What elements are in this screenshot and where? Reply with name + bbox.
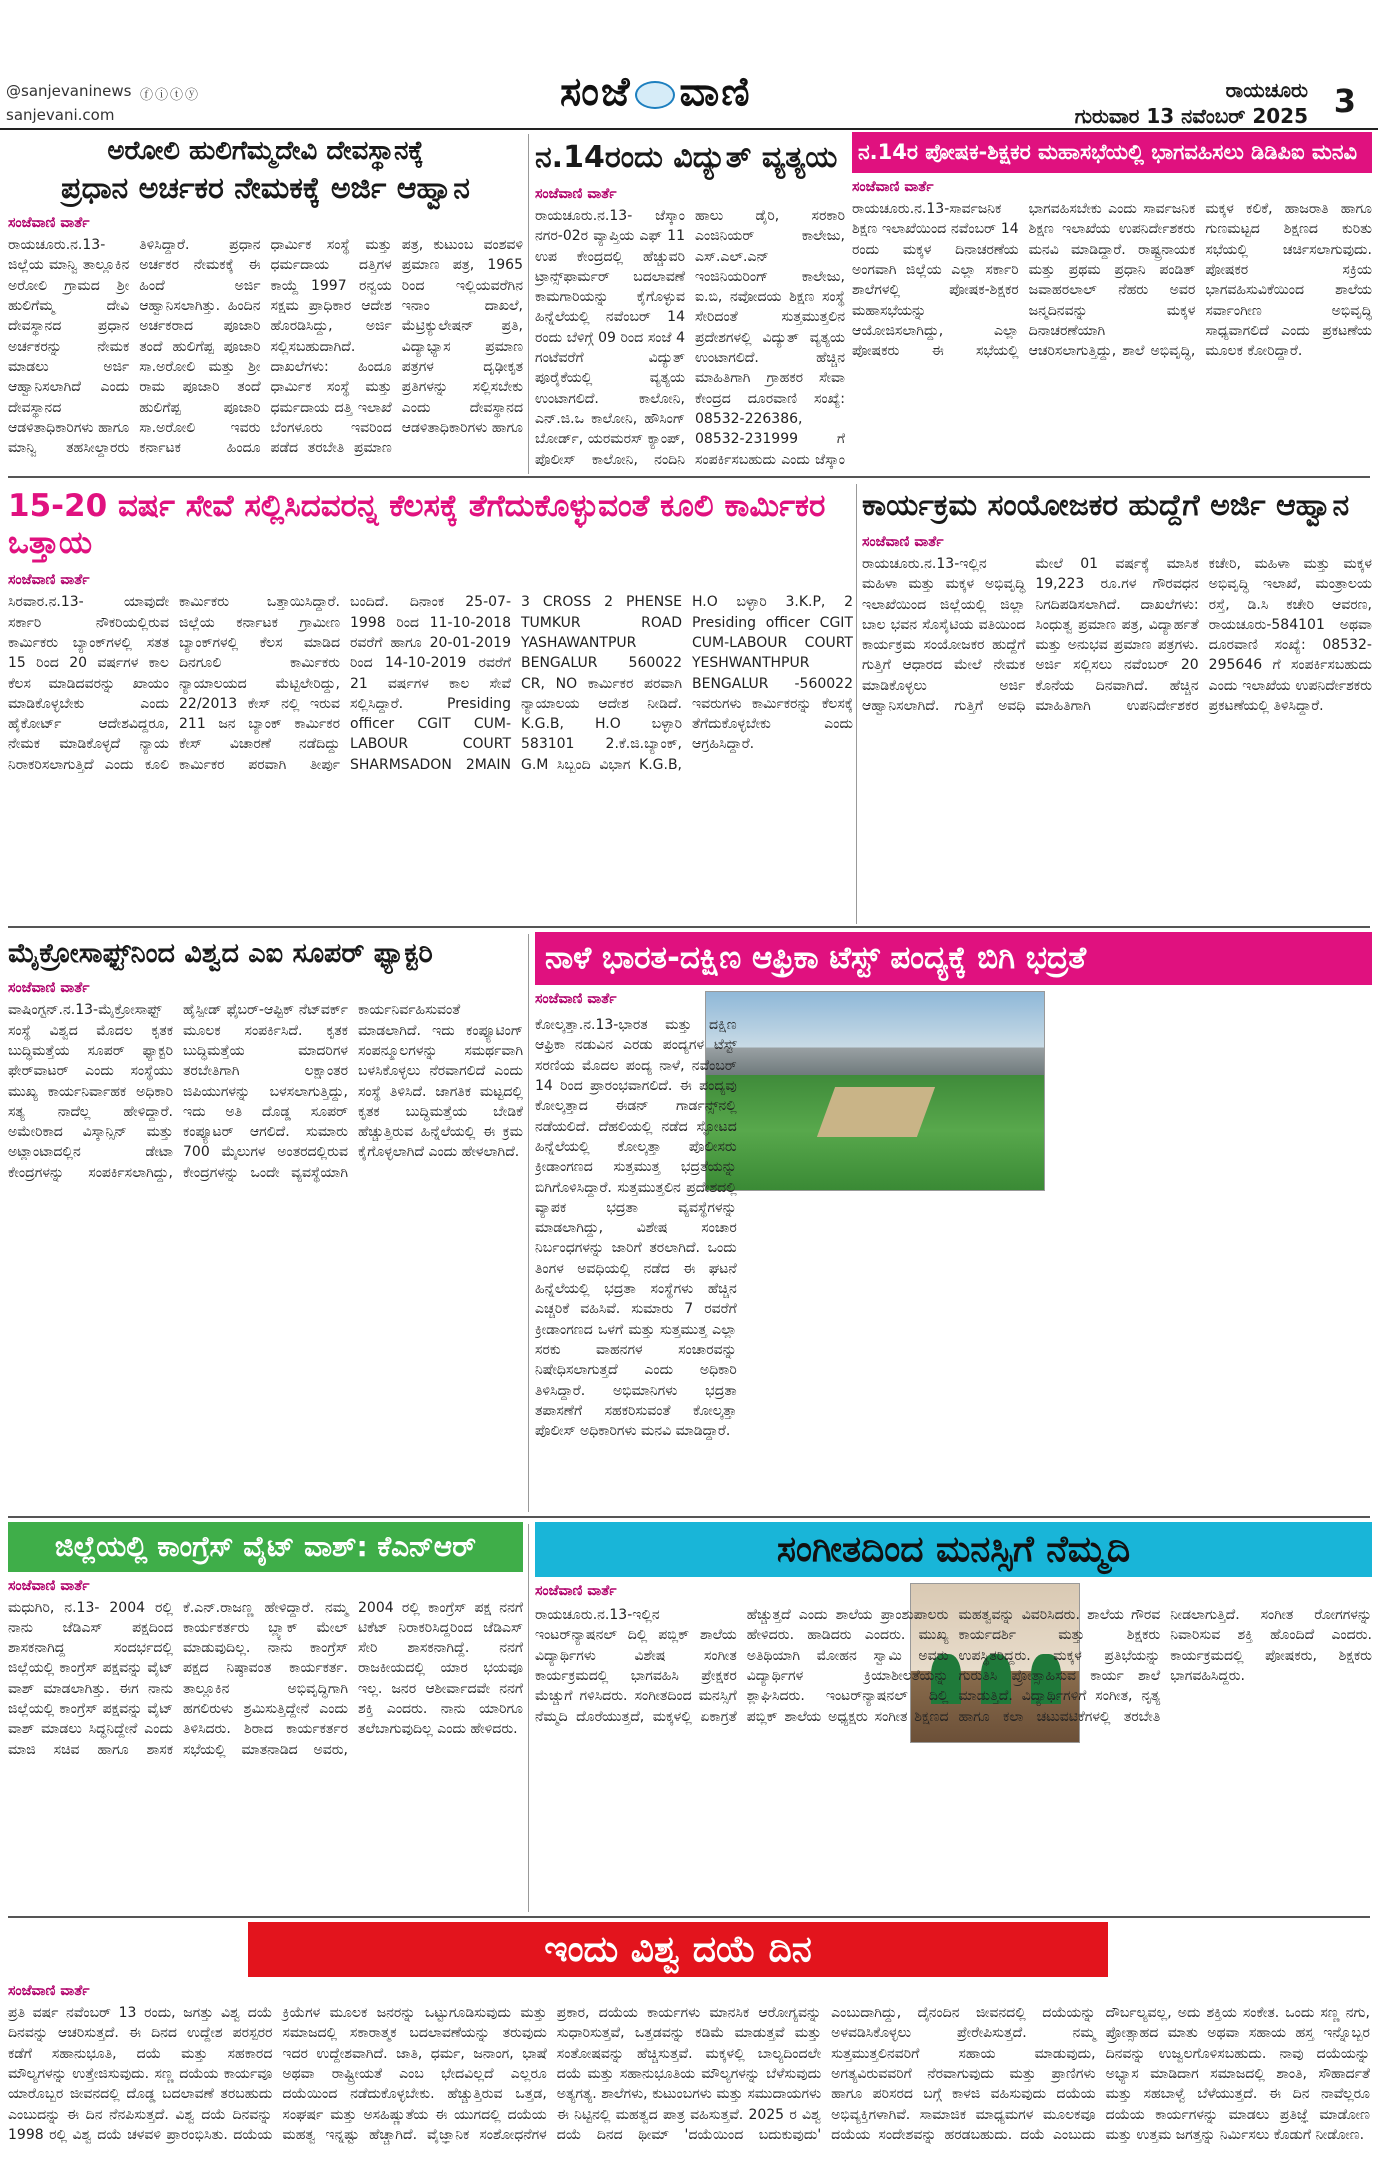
- story-body: ಸಿರವಾರ.ನ.13- ಯಾವುದೇ ಸರ್ಕಾರಿ ನೌಕರಿಯಲ್ಲಿರುವ ಕಾರ್ಮಿಕರು ಬ್ಯಾಂಕ್‌ಗಳಲ್ಲಿ ಸತತ 15 ರಿಂದ 20 ವರ್ಷಗಳ ಕಾಲ ಕೆಲಸ ಮಾಡಿದವರನ್ನು ಖಾಯಂ ಮಾಡಿಕೊಳ್ಳಬೇಕು ಎಂದು ಹೈಕೋರ್ಟ್ ಆದೇಶವಿದ್ದರೂ, ನೇಮಕ ಮಾಡಿಕೊಳ್ಳದೆ ನ್ಯಾಯ ನಿರಾಕರಿಸಲಾಗುತ್ತಿದೆ ಎಂದು ಕೂಲಿ ಕಾರ್ಮಿಕರು ಒತ್ತಾಯಿಸಿದ್ದಾರೆ. ಜಿಲ್ಲೆಯ ಕರ್ನಾಟಕ ಗ್ರಾಮೀಣ ಬ್ಯಾಂಕ್‌ಗಳಲ್ಲಿ ಕೆಲಸ ಮಾಡಿದ ದಿನಗೂಲಿ ಕಾರ್ಮಿಕರು ನ್ಯಾಯಾಲಯದ ಮೆಟ್ಟಿಲೇರಿದ್ದು, 22/2013 ಕೇಸ್ ನಲ್ಲಿ ಇರುವ 211 ಜನ ಬ್ಯಾಂಕ್ ಕಾರ್ಮಿಕರ ಕೇಸ್ ವಿಚಾರಣೆ ನಡೆದಿದ್ದು ಕಾರ್ಮಿಕರ ಪರವಾಗಿ ತೀರ್ಪು ಬಂದಿದೆ. ದಿನಾಂಕ 25-07-1998 ರಿಂದ 11-10-2018 ರವರೆಗೆ ಹಾಗೂ 20-01-2019 ರಿಂದ 14-10-2019 ರವರೆಗೆ 21 ವರ್ಷಗಳ ಕಾಲ ಸೇವೆ ಸಲ್ಲಿಸಿದ್ದಾರೆ. Presiding officer CGIT CUM-LABOUR COURT SHARMSADON 2MAIN 3 CROSS 2 PHENSE TUMKUR ROAD YASHAWANTPUR BENGALUR 560022 CR, NO ಕಾರ್ಮಿಕರ ಪರವಾಗಿ ನ್ಯಾಯಾಲಯ ಆದೇಶ ನೀಡಿದೆ. K.G.B, H.O ಬಳ್ಳಾರಿ 583101 2.ಕೆ.ಜಿ.ಬ್ಯಾಂಕ್, G.M ಸಿಬ್ಬಂದಿ ವಿಭಾಗ K.G.B, H.O ಬಳ್ಳಾರಿ 3.K.P, 2 Presiding officer CGIT CUM-LABOUR COURT YESHWANTHPUR BENGALUR -560022 ಇವರುಗಳು ಕಾರ್ಮಿಕರನ್ನು ಕೆಲಸಕ್ಕೆ ತೆಗೆದುಕೊಳ್ಳಬೇಕು ಎಂದು ಆಗ್ರಹಿಸಿದ್ದಾರೆ.: [8, 594, 853, 773]
- story-kicker: ಸಂಜೆವಾಣಿ ವಾರ್ತೆ: [852, 179, 934, 196]
- story-body: ಪ್ರತಿ ವರ್ಷ ನವೆಂಬರ್ 13 ರಂದು, ಜಗತ್ತು ವಿಶ್ವ ದಯೆ ದಿನವನ್ನು ಆಚರಿಸುತ್ತದೆ. ಈ ದಿನದ ಉದ್ದೇಶ ಪರಸ್ಪರರ ಕಡೆಗೆ ಸಹಾನುಭೂತಿ, ದಯೆ ಮತ್ತು ಸಹಕಾರದ ಮೌಲ್ಯಗಳನ್ನು ಉತ್ತೇಜಿಸುವುದು. ಸಣ್ಣ ದಯೆಯ ಕಾರ್ಯವೂ ಯಾರೊಬ್ಬರ ಜೀವನದಲ್ಲಿ ದೊಡ್ಡ ಬದಲಾವಣೆ ತರಬಹುದು ಎಂಬುದನ್ನು ಈ ದಿನ ನೆನಪಿಸುತ್ತದೆ. ವಿಶ್ವ ದಯೆ ದಿನವನ್ನು 1998 ರಲ್ಲಿ ವಿಶ್ವ ದಯೆ ಚಳವಳಿ ಪ್ರಾರಂಭಿಸಿತು. ದಯೆಯ ಕ್ರಿಯೆಗಳ ಮೂಲಕ ಜನರನ್ನು ಒಟ್ಟುಗೂಡಿಸುವುದು ಮತ್ತು ಸಮಾಜದಲ್ಲಿ ಸಕಾರಾತ್ಮಕ ಬದಲಾವಣೆಯನ್ನು ತರುವುದು ಇದರ ಉದ್ದೇಶವಾಗಿದೆ. ಜಾತಿ, ಧರ್ಮ, ಜನಾಂಗ, ಭಾಷೆ ಅಥವಾ ರಾಷ್ಟ್ರೀಯತೆ ಎಂಬ ಭೇದವಿಲ್ಲದೆ ಎಲ್ಲರೂ ದಯೆಯಿಂದ ನಡೆದುಕೊಳ್ಳಬೇಕು. ಹೆಚ್ಚುತ್ತಿರುವ ಒತ್ತಡ, ಸಂಘರ್ಷ ಮತ್ತು ಅಸಹಿಷ್ಣುತೆಯ ಈ ಯುಗದಲ್ಲಿ ದಯೆಯ ಮಹತ್ವ ಇನ್ನಷ್ಟು ಹೆಚ್ಚಾಗಿದೆ. ವೈಜ್ಞಾನಿಕ ಸಂಶೋಧನೆಗಳ ಪ್ರಕಾರ, ದಯೆಯ ಕಾರ್ಯಗಳು ಮಾನಸಿಕ ಆರೋಗ್ಯವನ್ನು ಸುಧಾರಿಸುತ್ತವೆ, ಒತ್ತಡವನ್ನು ಕಡಿಮೆ ಮಾಡುತ್ತವೆ ಮತ್ತು ಸಂತೋಷವನ್ನು ಹೆಚ್ಚಿಸುತ್ತವೆ. ಮಕ್ಕಳಲ್ಲಿ ಬಾಲ್ಯದಿಂದಲೇ ದಯೆ ಮತ್ತು ಸಹಾನುಭೂತಿಯ ಮೌಲ್ಯಗಳನ್ನು ಬೆಳೆಸುವುದು ಅತ್ಯಗತ್ಯ. ಶಾಲೆಗಳು, ಕುಟುಂಬಗಳು ಮತ್ತು ಸಮುದಾಯಗಳು ಈ ನಿಟ್ಟಿನಲ್ಲಿ ಮಹತ್ವದ ಪಾತ್ರ ವಹಿಸುತ್ತವೆ. 2025 ರ ವಿಶ್ವ ದಯೆ ದಿನದ ಥೀಮ್ 'ದಯೆಯಿಂದ ಬದುಕುವುದು' ಎಂಬುದಾಗಿದ್ದು, ದೈನಂದಿನ ಜೀವನದಲ್ಲಿ ದಯೆಯನ್ನು ಅಳವಡಿಸಿಕೊಳ್ಳಲು ಪ್ರೇರೇಪಿಸುತ್ತದೆ. ನಮ್ಮ ಸುತ್ತಮುತ್ತಲಿನವರಿಗೆ ಸಹಾಯ ಮಾಡುವುದು, ಅಗತ್ಯವಿರುವವರಿಗೆ ನೆರವಾಗುವುದು ಮತ್ತು ಪ್ರಾಣಿಗಳು ಹಾಗೂ ಪರಿಸರದ ಬಗ್ಗೆ ಕಾಳಜಿ ವಹಿಸುವುದು ದಯೆಯ ಅಭಿವ್ಯಕ್ತಿಗಳಾಗಿವೆ. ಸಾಮಾಜಿಕ ಮಾಧ್ಯಮಗಳ ಮೂಲಕವೂ ದಯೆಯ ಸಂದೇಶವನ್ನು ಹರಡಬಹುದು. ದಯೆ ಎಂಬುದು ದೌರ್ಬಲ್ಯವಲ್ಲ, ಅದು ಶಕ್ತಿಯ ಸಂಕೇತ. ಒಂದು ಸಣ್ಣ ನಗು, ಪ್ರೋತ್ಸಾಹದ ಮಾತು ಅಥವಾ ಸಹಾಯ ಹಸ್ತ ಇನ್ನೊಬ್ಬರ ದಿನವನ್ನು ಉಜ್ವಲಗೊಳಿಸಬಹುದು. ನಾವು ದಯೆಯನ್ನು ಅಭ್ಯಾಸ ಮಾಡಿದಾಗ ಸಮಾಜದಲ್ಲಿ ಶಾಂತಿ, ಸೌಹಾರ್ದತೆ ಮತ್ತು ಸಹಬಾಳ್ವೆ ಬೆಳೆಯುತ್ತದೆ. ಈ ದಿನ ನಾವೆಲ್ಲರೂ ದಯೆಯ ಕಾರ್ಯಗಳನ್ನು ಮಾಡಲು ಪ್ರತಿಜ್ಞೆ ಮಾಡೋಣ ಮತ್ತು ಉತ್ತಮ ಜಗತ್ತನ್ನು ನಿರ್ಮಿಸಲು ಕೊಡುಗೆ ನೀಡೋಣ.: [8, 2005, 1370, 2143]
- story-kicker: ಸಂಜೆವಾಣಿ ವಾರ್ತೆ: [535, 186, 617, 202]
- story-kicker: ಸಂಜೆವಾಣಿ ವಾರ್ತೆ: [8, 1577, 90, 1594]
- story-headline: ಮೈಕ್ರೋಸಾಫ್ಟ್‌ನಿಂದ ವಿಶ್ವದ ಎಐ ಸೂಪರ್ ಫ್ಯಾಕ್ಟರಿ: [8, 938, 433, 969]
- story-kicker: ಸಂಜೆವಾಣಿ ವಾರ್ತೆ: [8, 215, 90, 232]
- story-body: ರಾಯಚೂರು.ನ.13-ಸಾರ್ವಜನಿಕ ಶಿಕ್ಷಣ ಇಲಾಖೆಯಿಂದ ನವೆಂಬರ್ 14 ರಂದು ಮಕ್ಕಳ ದಿನಾಚರಣೆಯ ಅಂಗವಾಗಿ ಜಿಲ್ಲೆಯ ಎಲ್ಲಾ ಸರ್ಕಾರಿ ಶಾಲೆಗಳಲ್ಲಿ ಪೋಷಕ-ಶಿಕ್ಷಕರ ಮಹಾಸಭೆಯನ್ನು ಆಯೋಜಿಸಲಾಗಿದ್ದು, ಎಲ್ಲಾ ಪೋಷಕರು ಈ ಸಭೆಯಲ್ಲಿ ಭಾಗವಹಿಸಬೇಕು ಎಂದು ಸಾರ್ವಜನಿಕ ಶಿಕ್ಷಣ ಇಲಾಖೆಯ ಉಪನಿರ್ದೇಶಕರು ಮನವಿ ಮಾಡಿದ್ದಾರೆ. ರಾಷ್ಟ್ರನಾಯಕ ಮತ್ತು ಪ್ರಥಮ ಪ್ರಧಾನಿ ಪಂಡಿತ್ ಜವಾಹರಲಾಲ್ ನೆಹರು ಅವರ ಜನ್ಮದಿನವನ್ನು ಮಕ್ಕಳ ದಿನಾಚರಣೆಯಾಗಿ ಆಚರಿಸಲಾಗುತ್ತಿದ್ದು, ಶಾಲೆ ಅಭಿವೃದ್ಧಿ, ಮಕ್ಕಳ ಕಲಿಕೆ, ಹಾಜರಾತಿ ಹಾಗೂ ಗುಣಮಟ್ಟದ ಶಿಕ್ಷಣದ ಕುರಿತು ಸಭೆಯಲ್ಲಿ ಚರ್ಚಿಸಲಾಗುವುದು. ಪೋಷಕರ ಸಕ್ರಿಯ ಭಾಗವಹಿಸುವಿಕೆಯಿಂದ ಶಾಲೆಯ ಸರ್ವಾಂಗೀಣ ಅಭಿವೃದ್ಧಿ ಸಾಧ್ಯವಾಗಲಿದೆ ಎಂದು ಪ್ರಕಟಣೆಯ ಮೂಲಕ ಕೋರಿದ್ದಾರೆ.: [852, 201, 1372, 360]
- story-body: ವಾಷಿಂಗ್ಟನ್.ನ.13-ಮೈಕ್ರೋಸಾಫ್ಟ್ ಸಂಸ್ಥೆ ವಿಶ್ವದ ಮೊದಲ ಕೃತಕ ಬುದ್ಧಿಮತ್ತೆಯ ಸೂಪರ್ ಫ್ಯಾಕ್ಟರಿ ಫೇರ್‌ವಾಟರ್ ಎಂದು ಸಂಸ್ಥೆಯು ಮುಖ್ಯ ಕಾರ್ಯನಿರ್ವಾಹಕ ಅಧಿಕಾರಿ ಸತ್ಯ ನಾದೆಲ್ಲ ಹೇಳಿದ್ದಾರೆ. ಅಮೇರಿಕಾದ ವಿಸ್ಕಾನ್ಸಿನ್ ಮತ್ತು ಅಟ್ಲಾಂಟಾದಲ್ಲಿನ ಡೇಟಾ ಕೇಂದ್ರಗಳನ್ನು ಸಂಪರ್ಕಿಸಲಾಗಿದ್ದು, ಹೈಸ್ಪೀಡ್ ಫೈಬರ್-ಆಪ್ಟಿಕ್ ನೆಟ್‌ವರ್ಕ್ ಮೂಲಕ ಸಂಪರ್ಕಿಸಿದೆ. ಕೃತಕ ಬುದ್ಧಿಮತ್ತೆಯ ಮಾದರಿಗಳ ತರಬೇತಿಗಾಗಿ ಲಕ್ಷಾಂತರ ಜಿಪಿಯುಗಳನ್ನು ಬಳಸಲಾಗುತ್ತಿದ್ದು, ಇದು ಅತಿ ದೊಡ್ಡ ಸೂಪರ್ ಕಂಪ್ಯೂಟರ್ ಆಗಲಿದೆ. ಸುಮಾರು 700 ಮೈಲುಗಳ ಅಂತರದಲ್ಲಿರುವ ಕೇಂದ್ರಗಳನ್ನು ಒಂದೇ ವ್ಯವಸ್ಥೆಯಾಗಿ ಕಾರ್ಯನಿರ್ವಹಿಸುವಂತೆ ಮಾಡಲಾಗಿದೆ. ಇದು ಕಂಪ್ಯೂಟಿಂಗ್ ಸಂಪನ್ಮೂಲಗಳನ್ನು ಸಮರ್ಥವಾಗಿ ಬಳಸಿಕೊಳ್ಳಲು ನೆರವಾಗಲಿದೆ ಎಂದು ಸಂಸ್ಥೆ ತಿಳಿಸಿದೆ. ಜಾಗತಿಕ ಮಟ್ಟದಲ್ಲಿ ಕೃತಕ ಬುದ್ಧಿಮತ್ತೆಯ ಬೇಡಿಕೆ ಹೆಚ್ಚುತ್ತಿರುವ ಹಿನ್ನೆಲೆಯಲ್ಲಿ ಈ ಕ್ರಮ ಕೈಗೊಳ್ಳಲಾಗಿದೆ ಎಂದು ಹೇಳಲಾಗಿದೆ.: [8, 1002, 523, 1181]
- section-divider: [8, 1916, 1370, 1918]
- story-ddpi-appeal: [852, 132, 1372, 472]
- logo-right-text: ವಾಣಿ: [679, 68, 752, 115]
- story-wage-labourers: [8, 482, 853, 922]
- story-congress-whitewash: [8, 1522, 523, 1912]
- story-headline: ಜಿಲ್ಲೆಯಲ್ಲಿ ಕಾಂಗ್ರೆಸ್ ವೈಟ್ ವಾಶ್: ಕೆಎನ್‌ಆರ್: [8, 1522, 523, 1572]
- story-body: ರಾಯಚೂರು.ನ.13-ಇಲ್ಲಿನ ಇಂಟರ್‌ನ್ಯಾಷನಲ್ ದಿಲ್ಲಿ ಪಬ್ಲಿಕ್ ಶಾಲೆಯ ವಿದ್ಯಾರ್ಥಿಗಳು ವಿಶೇಷ ಸಂಗೀತ ಕಾರ್ಯಕ್ರಮದಲ್ಲಿ ಭಾಗವಹಿಸಿ ಪ್ರೇಕ್ಷಕರ ಮೆಚ್ಚುಗೆ ಗಳಿಸಿದರು. ಸಂಗೀತದಿಂದ ಮನಸ್ಸಿಗೆ ನೆಮ್ಮದಿ ದೊರೆಯುತ್ತದೆ, ಮಕ್ಕಳಲ್ಲಿ ಏಕಾಗ್ರತೆ ಹೆಚ್ಚುತ್ತದೆ ಎಂದು ಶಾಲೆಯ ಪ್ರಾಂಶುಪಾಲರು ಹೇಳಿದರು. ಹಾಡಿದರು ಎಂದರು. ಮುಖ್ಯ ಅತಿಥಿಯಾಗಿ ಮೋಹನ ಸ್ವಾಮಿ ಅವರು ವಿದ್ಯಾರ್ಥಿಗಳ ಕ್ರಿಯಾಶೀಲತೆಯನ್ನು ಶ್ಲಾಘಿಸಿದರು. ಇಂಟರ್‌ನ್ಯಾಷನಲ್ ದಿಲ್ಲಿ ಪಬ್ಲಿಕ್ ಶಾಲೆಯ ಅಧ್ಯಕ್ಷರು ಸಂಗೀತ ಶಿಕ್ಷಣದ ಮಹತ್ವವನ್ನು ವಿವರಿಸಿದರು. ಶಾಲೆಯ ಗೌರವ ಕಾರ್ಯದರ್ಶಿ ಮತ್ತು ಶಿಕ್ಷಕರು ಉಪಸ್ಥಿತರಿದ್ದರು. ಮಕ್ಕಳ ಪ್ರತಿಭೆಯನ್ನು ಗುರುತಿಸಿ ಪ್ರೋತ್ಸಾಹಿಸುವ ಕಾರ್ಯ ಶಾಲೆ ಮಾಡುತ್ತಿದೆ. ವಿದ್ಯಾರ್ಥಿಗಳಿಗೆ ಸಂಗೀತ, ನೃತ್ಯ ಹಾಗೂ ಕಲಾ ಚಟುವಟಿಕೆಗಳಲ್ಲಿ ತರಬೇತಿ ನೀಡಲಾಗುತ್ತಿದೆ. ಸಂಗೀತ ರೋಗಗಳನ್ನು ನಿವಾರಿಸುವ ಶಕ್ತಿ ಹೊಂದಿದೆ ಎಂದರು. ಕಾರ್ಯಕ್ರಮದಲ್ಲಿ ಪೋಷಕರು, ಶಿಕ್ಷಕರು ಭಾಗವಹಿಸಿದ್ದರು.: [535, 1607, 1372, 1725]
- story-world-kindness-day: [8, 1922, 1370, 2160]
- section-divider: [8, 476, 1370, 478]
- story-kicker: ಸಂಜೆವಾಣಿ ವಾರ್ತೆ: [535, 991, 617, 1008]
- section-divider: [8, 1516, 1370, 1518]
- story-test-match-security: [535, 932, 1372, 1512]
- column-divider: [528, 1524, 529, 1912]
- story-headline: ನ.14ರ ಪೋಷಕ-ಶಿಕ್ಷಕರ ಮಹಾಸಭೆಯಲ್ಲಿ ಭಾಗವಹಿಸಲು ಡಿಡಿಪಿಐ ಮನವಿ: [852, 132, 1372, 173]
- page-number: 3: [1333, 82, 1356, 120]
- column-divider: [528, 134, 529, 474]
- edition-city: ರಾಯಚೂರು: [1225, 78, 1308, 102]
- story-body: ರಾಯಚೂರು.ನ.13- ಜೆಸ್ಕಾಂ ನಗರ-02ರ ವ್ಯಾಪ್ತಿಯ ಎಫ್ 11 ಉಪ ಕೇಂದ್ರದಲ್ಲಿ ಹೆಚ್ಚುವರಿ ಟ್ರಾನ್ಸ್‌ಫಾರ್ಮರ್ ಬದಲಾವಣೆ ಕಾಮಗಾರಿಯನ್ನು ಕೈಗೊಳ್ಳುವ ಹಿನ್ನೆಲೆಯಲ್ಲಿ ನವೆಂಬರ್ 14 ರಂದು ಬೆಳಿಗ್ಗೆ 09 ರಿಂದ ಸಂಜೆ 4 ಗಂಟೆವರೆಗೆ ವಿದ್ಯುತ್ ಪೂರೈಕೆಯಲ್ಲಿ ವ್ಯತ್ಯಯ ಉಂಟಾಗಲಿದೆ. ಕಾಲೋನಿ, ಎನ್.ಜಿ.ಒ ಕಾಲೋನಿ, ಹೌಸಿಂಗ್ ಬೋರ್ಡ್, ಯರಮರಸ್ ಕ್ಯಾಂಪ್, ಪೊಲೀಸ್ ಕಾಲೋನಿ, ನಂದಿನಿ ಹಾಲು ಡೈರಿ, ಸರಕಾರಿ ಎಂಜಿನಿಯರ್ ಕಾಲೇಜು, ಎಸ್.ಎಲ್.ಎನ್ ಇಂಜಿನಿಯರಿಂಗ್ ಕಾಲೇಜು, ಐ.ಬಿ, ನವೋದಯ ಶಿಕ್ಷಣ ಸಂಸ್ಥೆ ಸೇರಿದಂತೆ ಸುತ್ತಮುತ್ತಲಿನ ಪ್ರದೇಶಗಳಲ್ಲಿ ವಿದ್ಯುತ್ ವ್ಯತ್ಯಯ ಉಂಟಾಗಲಿದೆ. ಹೆಚ್ಚಿನ ಮಾಹಿತಿಗಾಗಿ ಗ್ರಾಹಕರ ಸೇವಾ ಕೇಂದ್ರದ ದೂರವಾಣಿ ಸಂಖ್ಯೆ: 08532-226386, 08532-231999 ಗೆ ಸಂಪರ್ಕಿಸಬಹುದು ಎಂದು ಜೆಸ್ಕಾಂ: [535, 208, 845, 468]
- story-kicker: ಸಂಜೆವಾಣಿ ವಾರ್ತೆ: [8, 980, 90, 997]
- social-handle: @sanjevaninews: [6, 82, 132, 100]
- newspaper-logo: [560, 68, 752, 115]
- story-headline: ನ.14ರಂದು ವಿದ್ಯುತ್ ವ್ಯತ್ಯಯ: [535, 140, 838, 175]
- story-headline: ಕಾರ್ಯಕ್ರಮ ಸಂಯೋಜಕರ ಹುದ್ದೆಗೆ ಅರ್ಜಿ ಆಹ್ವಾನ: [862, 488, 1350, 523]
- website: sanjevani.com: [6, 106, 115, 124]
- story-music-peace: [535, 1522, 1372, 1912]
- masthead: [0, 0, 1378, 130]
- story-headline-line2: ಪ್ರಧಾನ ಅರ್ಚಕರ ನೇಮಕಕ್ಕೆ ಅರ್ಜಿ ಆಹ್ವಾನ: [61, 171, 470, 207]
- story-kicker: ಸಂಜೆವಾಣಿ ವಾರ್ತೆ: [535, 1583, 617, 1600]
- story-body: ರಾಯಚೂರು.ನ.13-ಇಲ್ಲಿನ ಮಹಿಳಾ ಮತ್ತು ಮಕ್ಕಳ ಅಭಿವೃದ್ಧಿ ಇಲಾಖೆಯಿಂದ ಜಿಲ್ಲೆಯಲ್ಲಿ ಜಿಲ್ಲಾ ಬಾಲ ಭವನ ಸೊಸೈಟಿಯ ವತಿಯಿಂದ ಕಾರ್ಯಕ್ರಮ ಸಂಯೋಜಕರ ಹುದ್ದೆಗೆ ಗುತ್ತಿಗೆ ಆಧಾರದ ಮೇಲೆ ನೇಮಕ ಮಾಡಿಕೊಳ್ಳಲು ಅರ್ಜಿ ಆಹ್ವಾನಿಸಲಾಗಿದೆ. ಗುತ್ತಿಗೆ ಅವಧಿ ಮೇಲೆ 01 ವರ್ಷಕ್ಕೆ ಮಾಸಿಕ 19,223 ರೂ.ಗಳ ಗೌರವಧನ ನಿಗದಿಪಡಿಸಲಾಗಿದೆ. ದಾಖಲೆಗಳು: ಸಿಂಧುತ್ವ ಪ್ರಮಾಣ ಪತ್ರ, ವಿದ್ಯಾರ್ಹತೆ ಮತ್ತು ಅನುಭವ ಪ್ರಮಾಣ ಪತ್ರಗಳು. ಅರ್ಜಿ ಸಲ್ಲಿಸಲು ನವೆಂಬರ್ 20 ಕೊನೆಯ ದಿನವಾಗಿದೆ. ಹೆಚ್ಚಿನ ಮಾಹಿತಿಗಾಗಿ ಉಪನಿರ್ದೇಶಕರ ಕಚೇರಿ, ಮಹಿಳಾ ಮತ್ತು ಮಕ್ಕಳ ಅಭಿವೃದ್ಧಿ ಇಲಾಖೆ, ಮಂತ್ರಾಲಯ ರಸ್ತೆ, ಡಿ.ಸಿ ಕಚೇರಿ ಆವರಣ, ರಾಯಚೂರು-584101 ಅಥವಾ ದೂರವಾಣಿ ಸಂಖ್ಯೆ: 08532-295646 ಗೆ ಸಂಪರ್ಕಿಸಬಹುದು ಎಂದು ಇಲಾಖೆಯ ಉಪನಿರ್ದೇಶಕರು ಪ್ರಕಟಣೆಯಲ್ಲಿ ತಿಳಿಸಿದ್ದಾರೆ.: [862, 556, 1372, 715]
- story-kicker: ಸಂಜೆವಾಣಿ ವಾರ್ತೆ: [8, 1983, 90, 2000]
- story-headline-line1: ಅರೋಲಿ ಹುಲಿಗೆಮ್ಮದೇವಿ ದೇವಸ್ಥಾನಕ್ಕೆ: [107, 136, 424, 166]
- story-programme-coordinator: [862, 482, 1372, 922]
- edition-date: ಗುರುವಾರ 13 ನವೆಂಬರ್ 2025: [1074, 104, 1308, 128]
- column-divider: [528, 934, 529, 1512]
- social-icons: ⓕⓘⓣⓨ: [140, 88, 201, 103]
- story-kicker: ಸಂಜೆವಾಣಿ ವಾರ್ತೆ: [8, 572, 90, 589]
- globe-icon: [635, 81, 675, 109]
- story-body: ಮಧುಗಿರಿ, ನ.13- 2004 ರಲ್ಲಿ ನಾನು ಜೆಡಿಎಸ್ ಪಕ್ಷದಿಂದ ಶಾಸಕನಾಗಿದ್ದ ಸಂದರ್ಭದಲ್ಲಿ ಜಿಲ್ಲೆಯಲ್ಲಿ ಕಾಂಗ್ರೆಸ್ ಪಕ್ಷವನ್ನು ವೈಟ್ ವಾಶ್ ಮಾಡಲಾಗಿತ್ತು. ಈಗ ನಾನು ಜಿಲ್ಲೆಯಲ್ಲಿ ಕಾಂಗ್ರೆಸ್ ಪಕ್ಷವನ್ನು ವೈಟ್ ವಾಶ್ ಮಾಡಲು ಸಿದ್ಧನಿದ್ದೇನೆ ಎಂದು ಮಾಜಿ ಸಚಿವ ಹಾಗೂ ಶಾಸಕ ಕೆ.ಎನ್.ರಾಜಣ್ಣ ಹೇಳಿದ್ದಾರೆ. ನಮ್ಮ ಕಾರ್ಯಕರ್ತರು ಬ್ಲ್ಯಾಕ್ ಮೇಲ್ ಮಾಡುವುದಿಲ್ಲ. ನಾನು ಕಾಂಗ್ರೆಸ್ ಪಕ್ಷದ ನಿಷ್ಠಾವಂತ ಕಾರ್ಯಕರ್ತ. ತಾಲ್ಲೂಕಿನ ಅಭಿವೃದ್ಧಿಗಾಗಿ ಹಗಲಿರುಳು ಶ್ರಮಿಸುತ್ತಿದ್ದೇನೆ ಎಂದು ತಿಳಿಸಿದರು. ಶಿರಾದ ಕಾರ್ಯಕರ್ತರ ಸಭೆಯಲ್ಲಿ ಮಾತನಾಡಿದ ಅವರು, 2004 ರಲ್ಲಿ ಕಾಂಗ್ರೆಸ್ ಪಕ್ಷ ನನಗೆ ಟಿಕೆಟ್ ನಿರಾಕರಿಸಿದ್ದರಿಂದ ಜೆಡಿಎಸ್ ಸೇರಿ ಶಾಸಕನಾಗಿದ್ದೆ. ನನಗೆ ರಾಜಕೀಯದಲ್ಲಿ ಯಾರ ಭಯವೂ ಇಲ್ಲ. ಜನರ ಆಶೀರ್ವಾದವೇ ನನಗೆ ಶಕ್ತಿ ಎಂದರು. ನಾನು ಯಾರಿಗೂ ತಲೆಬಾಗುವುದಿಲ್ಲ ಎಂದು ಹೇಳಿದರು.: [8, 1599, 523, 1758]
- story-headline: 15-20 ವರ್ಷ ಸೇವೆ ಸಲ್ಲಿಸಿದವರನ್ನ ಕೆಲಸಕ್ಕೆ ತೆಗೆದುಕೊಳ್ಳುವಂತೆ ಕೂಲಿ ಕಾರ್ಮಿಕರ ಒತ್ತಾಯ: [8, 488, 826, 562]
- story-aroli-temple: [8, 132, 523, 472]
- story-headline: ಇಂದು ವಿಶ್ವ ದಯೆ ದಿನ: [248, 1922, 1108, 1977]
- story-kicker: ಸಂಜೆವಾಣಿ ವಾರ್ತೆ: [862, 534, 944, 550]
- story-power-cut: [535, 132, 845, 472]
- story-microsoft-ai: [8, 932, 523, 1512]
- section-divider: [8, 926, 1370, 928]
- story-headline: ಸಂಗೀತದಿಂದ ಮನಸ್ಸಿಗೆ ನೆಮ್ಮದಿ: [535, 1522, 1372, 1577]
- column-divider: [856, 484, 857, 924]
- story-body: ರಾಯಚೂರು.ನ.13-ಜಿಲ್ಲೆಯ ಮಾನ್ವಿ ತಾಲ್ಲೂಕಿನ ಅರೋಲಿ ಗ್ರಾಮದ ಶ್ರೀ ಹುಲಿಗೆಮ್ಮ ದೇವಿ ದೇವಸ್ಥಾನದ ಪ್ರಧಾನ ಅರ್ಚಕರನ್ನು ನೇಮಕ ಮಾಡಲು ಅರ್ಜಿ ಆಹ್ವಾನಿಸಲಾಗಿದೆ ಎಂದು ದೇವಸ್ಥಾನದ ಆಡಳಿತಾಧಿಕಾರಿಗಳು ಹಾಗೂ ಮಾನ್ವಿ ತಹಸೀಲ್ದಾರರು ತಿಳಿಸಿದ್ದಾರೆ. ಪ್ರಧಾನ ಅರ್ಚಕರ ನೇಮಕಕ್ಕೆ ಈ ಹಿಂದೆ ಅರ್ಜಿ ಆಹ್ವಾನಿಸಲಾಗಿತ್ತು. ಹಿಂದಿನ ಅರ್ಚಕರಾದ ಪೂಜಾರಿ ತಂದೆ ಹುಲಿಗೆಪ್ಪ ಪೂಜಾರಿ ಸಾ.ಅರೋಲಿ ಮತ್ತು ಶ್ರೀ ರಾಮ ಪೂಜಾರಿ ತಂದೆ ಹುಲಿಗೆಪ್ಪ ಪೂಜಾರಿ ಸಾ.ಅರೋಲಿ ಇವರು ಕರ್ನಾಟಕ ಹಿಂದೂ ಧಾರ್ಮಿಕ ಸಂಸ್ಥೆ ಮತ್ತು ಧರ್ಮದಾಯ ದತ್ತಿಗಳ ಕಾಯ್ದೆ 1997 ರನ್ವಯ ಸಕ್ಷಮ ಪ್ರಾಧಿಕಾರ ಆದೇಶ ಹೊರಡಿಸಿದ್ದು, ಅರ್ಜಿ ಸಲ್ಲಿಸಬಹುದಾಗಿದೆ. ದಾಖಲೆಗಳು: ಹಿಂದೂ ಧಾರ್ಮಿಕ ಸಂಸ್ಥೆ ಮತ್ತು ಧರ್ಮದಾಯ ದತ್ತಿ ಇಲಾಖೆ ಬೆಂಗಳೂರು ಇವರಿಂದ ಪಡೆದ ತರಬೇತಿ ಪ್ರಮಾಣ ಪತ್ರ, ಕುಟುಂಬ ವಂಶವಳಿ ಪ್ರಮಾಣ ಪತ್ರ, 1965 ರಿಂದ ಇಲ್ಲಿಯವರೆಗಿನ ಇನಾಂ ದಾಖಲೆ, ಮೆಟ್ರಿಕ್ಯುಲೇಷನ್ ಪ್ರತಿ, ವಿದ್ಯಾಭ್ಯಾಸ ಪ್ರಮಾಣ ಪತ್ರಗಳ ದೃಢೀಕೃತ ಪ್ರತಿಗಳನ್ನು ಸಲ್ಲಿಸಬೇಕು ಎಂದು ದೇವಸ್ಥಾನದ ಆಡಳಿತಾಧಿಕಾರಿಗಳು ಹಾಗೂ: [8, 237, 523, 457]
- logo-left-text: ಸಂಜೆ: [560, 68, 632, 115]
- story-body: ಕೋಲ್ಕತ್ತಾ.ನ.13-ಭಾರತ ಮತ್ತು ದಕ್ಷಿಣ ಆಫ್ರಿಕಾ ನಡುವಿನ ಎರಡು ಪಂದ್ಯಗಳ ಟೆಸ್ಟ್ ಸರಣಿಯ ಮೊದಲ ಪಂದ್ಯ ನಾಳೆ, ನವೆಂಬರ್ 14 ರಿಂದ ಪ್ರಾರಂಭವಾಗಲಿದೆ. ಈ ಪಂದ್ಯವು ಕೋಲ್ಕತ್ತಾದ ಈಡನ್ ಗಾರ್ಡನ್ಸ್‌ನಲ್ಲಿ ನಡೆಯಲಿದೆ. ದೆಹಲಿಯಲ್ಲಿ ನಡೆದ ಸ್ಫೋಟದ ಹಿನ್ನೆಲೆಯಲ್ಲಿ ಕೋಲ್ಕತ್ತಾ ಪೊಲೀಸರು ಕ್ರೀಡಾಂಗಣದ ಸುತ್ತಮುತ್ತ ಭದ್ರತೆಯನ್ನು ಬಿಗಿಗೊಳಿಸಿದ್ದಾರೆ. ಸುತ್ತಮುತ್ತಲಿನ ಪ್ರದೇಶದಲ್ಲಿ ವ್ಯಾಪಕ ಭದ್ರತಾ ವ್ಯವಸ್ಥೆಗಳನ್ನು ಮಾಡಲಾಗಿದ್ದು, ವಿಶೇಷ ಸಂಚಾರ ನಿರ್ಬಂಧಗಳನ್ನು ಜಾರಿಗೆ ತರಲಾಗಿದೆ. ಒಂದು ತಿಂಗಳ ಅವಧಿಯಲ್ಲಿ ನಡೆದ ಈ ಘಟನೆ ಹಿನ್ನೆಲೆಯಲ್ಲಿ ಭದ್ರತಾ ಸಂಸ್ಥೆಗಳು ಹೆಚ್ಚಿನ ಎಚ್ಚರಿಕೆ ವಹಿಸಿವೆ. ಸುಮಾರು 7 ರವರೆಗೆ ಕ್ರೀಡಾಂಗಣದ ಒಳಗೆ ಮತ್ತು ಸುತ್ತಮುತ್ತ ಎಲ್ಲಾ ಸರಕು ವಾಹನಗಳ ಸಂಚಾರವನ್ನು ನಿಷೇಧಿಸಲಾಗುತ್ತದೆ ಎಂದು ಅಧಿಕಾರಿ ತಿಳಿಸಿದ್ದಾರೆ. ಅಭಿಮಾನಿಗಳು ಭದ್ರತಾ ತಪಾಸಣೆಗೆ ಸಹಕರಿಸುವಂತೆ ಕೋಲ್ಕತ್ತಾ ಪೊಲೀಸ್ ಅಧಿಕಾರಿಗಳು ಮನವಿ ಮಾಡಿದ್ದಾರೆ.: [535, 1017, 737, 1440]
- story-headline: ನಾಳೆ ಭಾರತ-ದಕ್ಷಿಣ ಆಫ್ರಿಕಾ ಟೆಸ್ಟ್ ಪಂದ್ಯಕ್ಕೆ ಬಿಗಿ ಭದ್ರತೆ: [535, 932, 1372, 985]
